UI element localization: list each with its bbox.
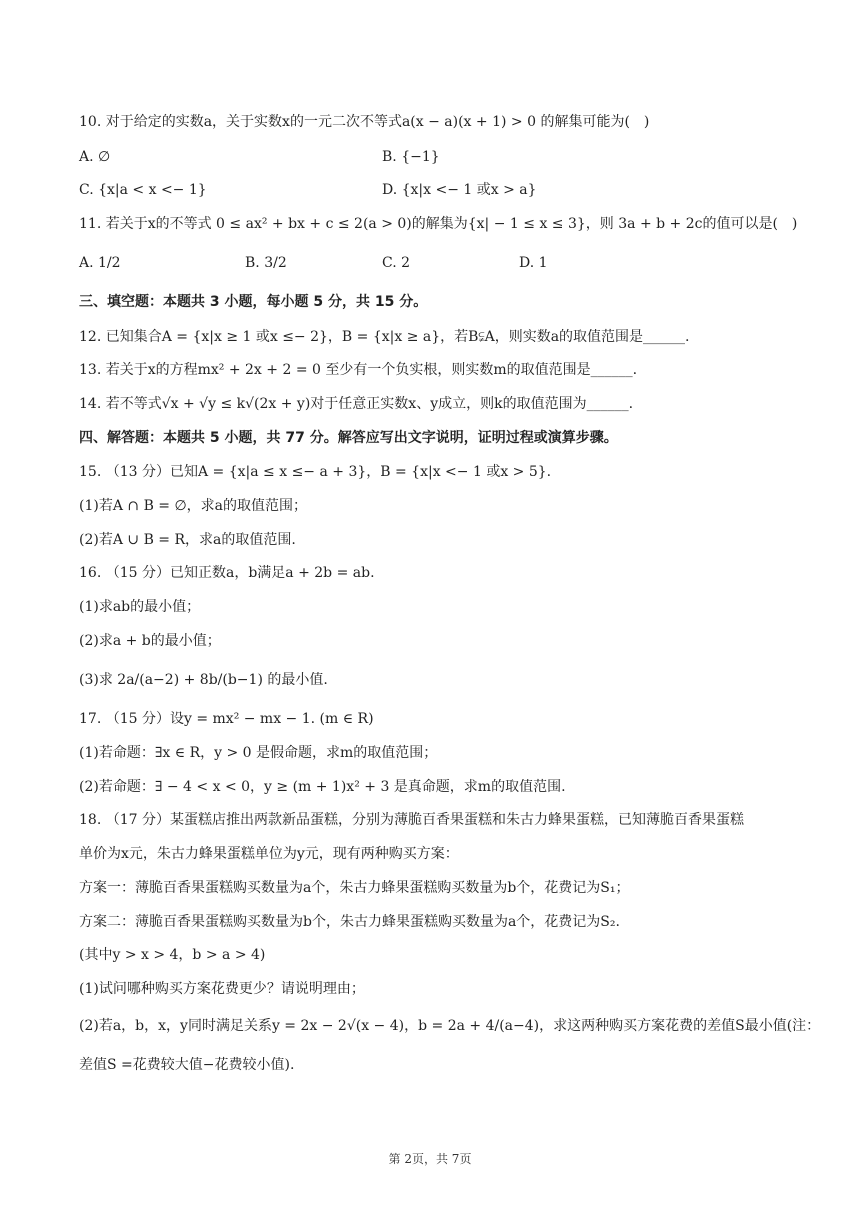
q10-option-c: C. {x|a < x <− 1} xyxy=(79,182,207,198)
q11-option-b: B. 3/2 xyxy=(245,255,287,271)
q17-part-2: (2)若命题：∃ − 4 < x < 0，y ≥ (m + 1)x² + 3 是真命题，求m的取值范围. xyxy=(79,779,566,795)
q18-condition: (其中y > x > 4，b > a > 4) xyxy=(79,947,266,963)
q18-part-2-line-1: (2)若a，b，x，y同时满足关系y = 2x − 2√(x − 4)，b = 2a + 4/(a−4)，求这两种购买方案花费的差值S最小值(注： xyxy=(79,1018,821,1034)
q11-option-c: C. 2 xyxy=(382,255,411,271)
q10-stem: 10. 对于给定的实数a，关于实数x的一元二次不等式a(x − a)(x + 1) > 0 的解集可能为( ) xyxy=(79,114,650,130)
q10-option-d: D. {x|x <− 1 或x > a} xyxy=(382,182,537,198)
section-3-heading: 三、填空题：本题共 3 小题，每小题 5 分，共 15 分。 xyxy=(79,294,428,310)
q18-plan-1: 方案一：薄脆百香果蛋糕购买数量为a个，朱古力蜂果蛋糕购买数量为b个，花费记为S₁； xyxy=(79,880,630,896)
q11-stem: 11. 若关于x的不等式 0 ≤ ax² + bx + c ≤ 2(a > 0)的解集为{x| − 1 ≤ x ≤ 3}，则 3a + b + 2c的值可以是( ) xyxy=(79,216,798,232)
q15-stem: 15. （13 分）已知A = {x|a ≤ x ≤− a + 3}，B = {x|x <− 1 或x > 5}. xyxy=(79,464,552,480)
q14-stem: 14. 若不等式√x + √y ≤ k√(2x + y)对于任意正实数x、y成立，则k的取值范围为______. xyxy=(79,396,634,412)
q12-stem: 12. 已知集合A = {x|x ≥ 1 或x ≤− 2}，B = {x|x ≥ a}，若B⫋A，则实数a的取值范围是______. xyxy=(79,329,690,345)
q18-plan-2: 方案二：薄脆百香果蛋糕购买数量为b个，朱古力蜂果蛋糕购买数量为a个，花费记为S₂. xyxy=(79,914,620,930)
q11-option-d: D. 1 xyxy=(519,255,548,271)
q13-stem: 13. 若关于x的方程mx² + 2x + 2 = 0 至少有一个负实根，则实数m的取值范围是______. xyxy=(79,362,638,378)
q10-option-a: A. ∅ xyxy=(79,149,111,165)
q18-part-2-line-2: 差值S =花费较大值−花费较小值). xyxy=(79,1057,295,1073)
section-4-heading: 四、解答题：本题共 5 小题，共 77 分。解答应写出文字说明，证明过程或演算步骤。 xyxy=(79,430,618,446)
q11-option-a: A. 1/2 xyxy=(79,255,121,271)
q16-part-2: (2)求a + b的最小值； xyxy=(79,633,221,649)
q16-part-3: (3)求 2a/(a−2) + 8b/(b−1) 的最小值. xyxy=(79,672,328,688)
q16-stem: 16. （15 分）已知正数a，b满足a + 2b = ab. xyxy=(79,565,375,581)
q17-part-1: (1)若命题：∃x ∈ R，y > 0 是假命题，求m的取值范围； xyxy=(79,745,438,761)
q10-option-b: B. {−1} xyxy=(382,149,440,165)
q16-part-1: (1)求ab的最小值； xyxy=(79,599,201,615)
q15-part-2: (2)若A ∪ B = R，求a的取值范围. xyxy=(79,532,296,548)
q18-part-1: (1)试问哪种购买方案花费更少？请说明理由； xyxy=(79,981,365,997)
q18-stem-line-2: 单价为x元，朱古力蜂果蛋糕单位为y元，现有两种购买方案： xyxy=(79,846,459,862)
q15-part-1: (1)若A ∩ B = ∅，求a的取值范围； xyxy=(79,498,308,514)
q17-stem: 17. （15 分）设y = mx² − mx − 1. (m ∈ R) xyxy=(79,711,374,727)
page-footer: 第 2页，共 7页 xyxy=(388,1152,472,1166)
q18-stem-line-1: 18. （17 分）某蛋糕店推出两款新品蛋糕，分别为薄脆百香果蛋糕和朱古力蜂果蛋糕，已知薄脆百香果蛋糕 xyxy=(79,812,744,828)
